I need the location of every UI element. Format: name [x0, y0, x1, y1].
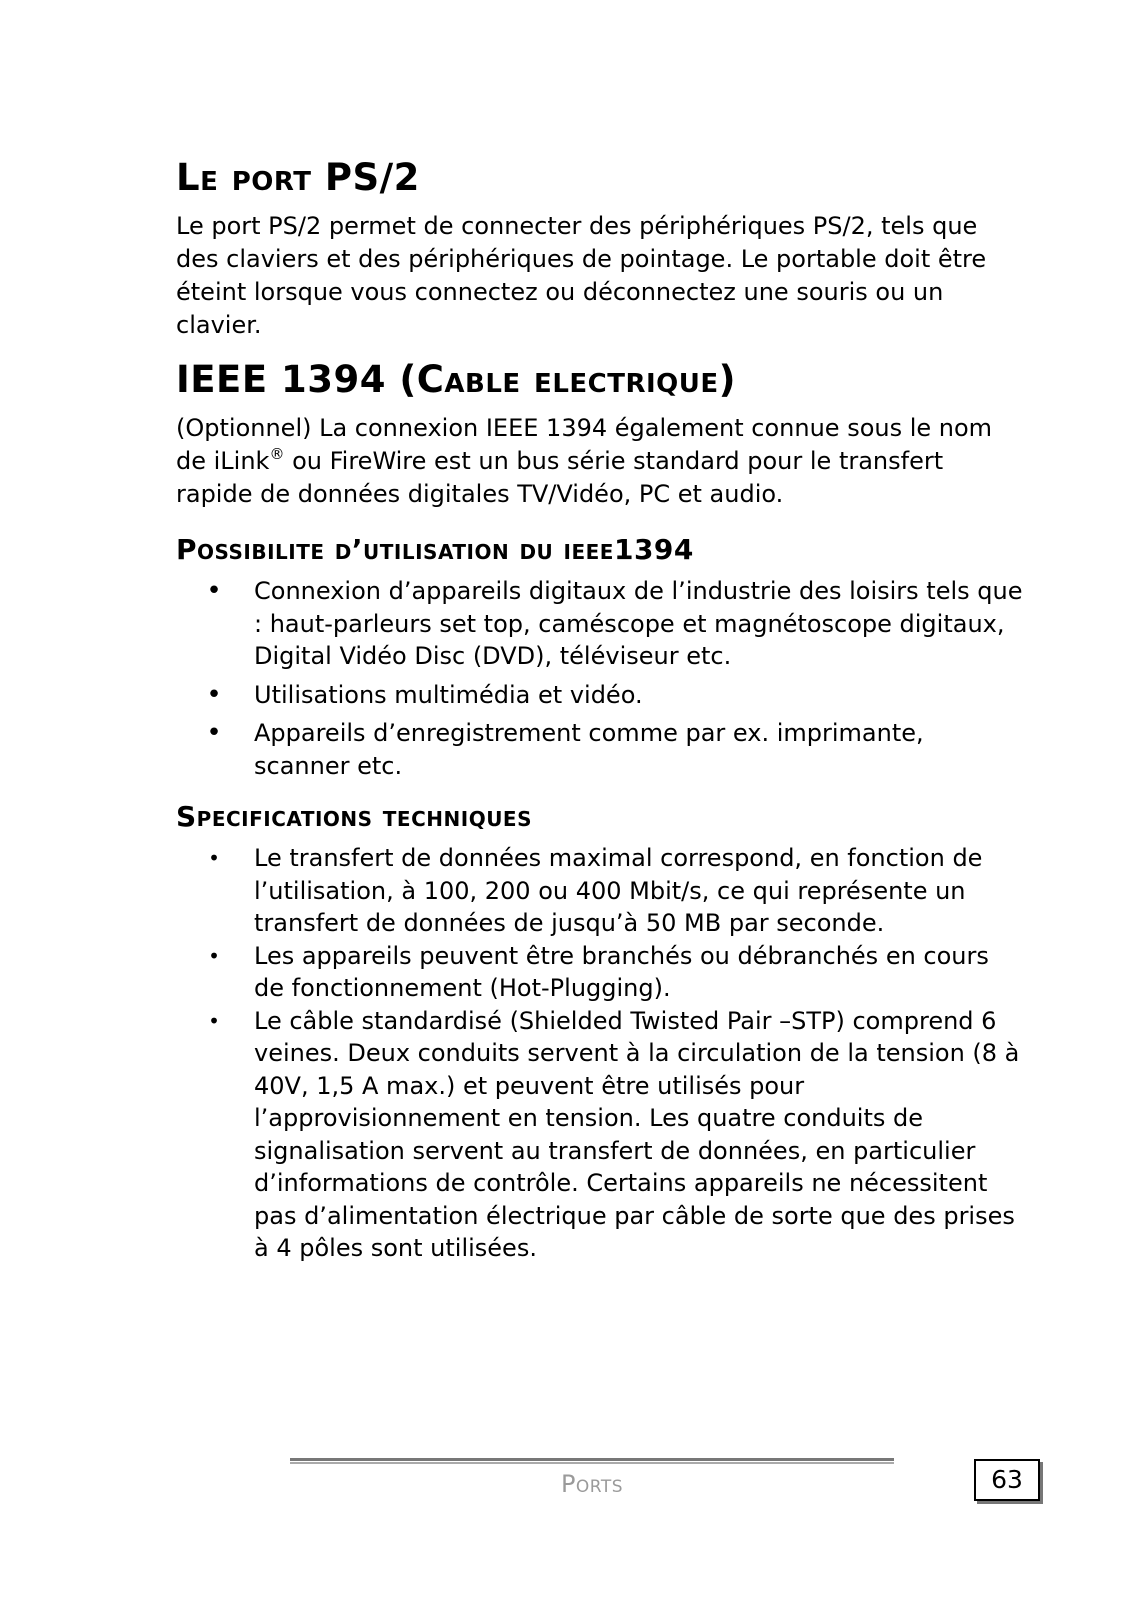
heading-ps2-caps: Le port: [176, 156, 325, 199]
list-item-text: Le transfert de données maximal correspond, en fonction de l’utilisation, à 100, 200 ou 400 Mbit/s, ce qui représente un transfert de données de jusqu’à 50 MB par seconde.: [254, 844, 983, 937]
page-number: 63: [974, 1459, 1040, 1501]
list-item: [176, 717, 1026, 782]
list-item: [176, 679, 1026, 712]
list-item: [176, 575, 1026, 673]
list-item-text: Le câble standardisé (Shielded Twisted Pair –STP) comprend 6 veines. Deux conduits servent à la circulation de la tension (8 à 40V, 1,5 A max.) et peuvent être utilisés pour l’approvisionnement en tension. Les quatre conduits de signalisation servent au transfert de données, en particulier d’informations de contrôle. Certains appareils ne nécessitent pas d’alimentation électrique par câble de sorte que des prises à 4 pôles sont utilisées.: [254, 1006, 1020, 1262]
heading-possib-caps: Possibilite d’utilisation du ieee: [176, 533, 614, 566]
registered-mark: ®: [269, 445, 285, 463]
bullet-icon: •: [206, 679, 222, 710]
heading-possibilities: [176, 531, 1026, 569]
heading-ps2-port: [176, 154, 1026, 202]
list-item: [176, 1005, 1026, 1265]
list-item-text: Utilisations multimédia et vidéo.: [254, 680, 643, 709]
bullet-icon: •: [208, 846, 220, 870]
list-item: [176, 940, 1026, 1005]
heading-ps2-plain: PS/2: [324, 156, 420, 199]
footer-divider-line: [290, 1458, 894, 1461]
bullet-icon: •: [206, 718, 222, 748]
heading-specifications: Specifications techniques: [176, 800, 532, 833]
ieee-paragraph-before: (Optionnel) La connexion IEEE 1394 également connue sous le nom de iLink: [176, 414, 993, 475]
list-item: [176, 842, 1026, 940]
heading-ieee-close: ): [718, 358, 737, 401]
ieee-paragraph-after: ou FireWire est un bus série standard pour le transfert rapide de données digitales TV/Vidéo, PC et audio.: [176, 447, 944, 508]
specifications-list: [176, 842, 1026, 1265]
possibilities-list: [176, 575, 1026, 782]
ieee-paragraph: [176, 412, 1026, 511]
footer-chapter-title: Ports: [560, 1470, 624, 1498]
ps2-paragraph: Le port PS/2 permet de connecter des périphériques PS/2, tels que des claviers et des périphériques de pointage. Le portable doit être éteint lorsque vous connectez ou déconnectez une souris ou un clavier.: [176, 212, 987, 339]
bullet-icon: •: [206, 576, 222, 606]
heading-possib-plain: 1394: [613, 533, 694, 566]
heading-ieee1394: [176, 356, 1026, 404]
heading-ieee-plain: IEEE 1394 (: [176, 358, 417, 401]
footer-divider-shadow: [290, 1462, 894, 1464]
list-item-text: Les appareils peuvent être branchés ou débranchés en cours de fonctionnement (Hot-Plugging).: [254, 941, 989, 1002]
list-item-text: Appareils d’enregistrement comme par ex. imprimante, scanner etc.: [254, 719, 924, 780]
list-item-text: Connexion d’appareils digitaux de l’industrie des loisirs tels que : haut-parleurs set top, caméscope et magnétoscope digitaux, Digital Vidéo Disc (DVD), téléviseur etc.: [254, 577, 1023, 670]
page-content: [176, 150, 1026, 1265]
heading-ieee-caps: Cable electrique: [416, 358, 719, 401]
bullet-icon: •: [208, 1008, 220, 1033]
footer-divider: [290, 1458, 894, 1466]
bullet-icon: •: [208, 943, 220, 968]
